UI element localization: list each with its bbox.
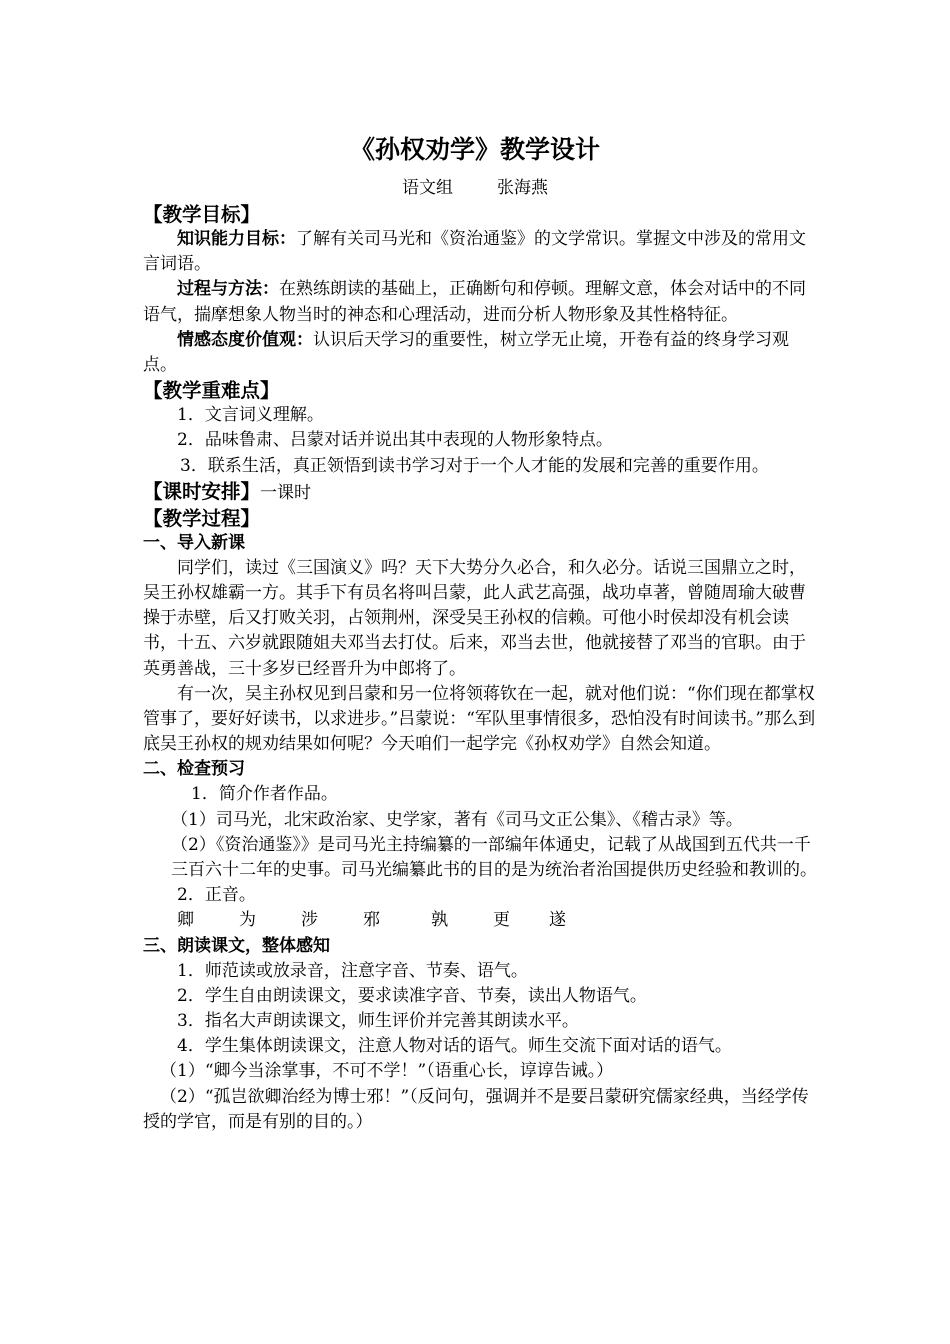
preview-item: 1．简介作者作品。 bbox=[191, 784, 338, 805]
objective-process bbox=[143, 277, 818, 327]
pronunciation-char: 遂 bbox=[549, 910, 566, 931]
pronunciation-chars bbox=[143, 908, 818, 933]
dialogue-item: （1）“卿今当涂掌事，不可不学！”（语重心长，谆谆告诫。） bbox=[160, 1061, 614, 1082]
schedule-line bbox=[143, 479, 818, 506]
schedule-heading: 【课时安排】 bbox=[143, 479, 261, 503]
pronunciation-char: 更 bbox=[493, 910, 510, 931]
intro-paragraph: 有一次，吴主孙权见到吕蒙和另一位将领蒋钦在一起，就对他们说：“你们现在都掌权管事了，要好好读书，以求进步。”吕蒙说：“军队里事情很多，恐怕没有时间读书。”那么到底吴王孙权的规劝结果如何呢？今天咱们一起学完《孙权劝学》自然会知道。 bbox=[143, 683, 816, 755]
keypoint-item: 3．联系生活，真正领悟到读书学习对于一个人才能的发展和完善的重要作用。 bbox=[180, 455, 769, 476]
preview-subitem: （1）司马光，北宋政治家、史学家，著有《司马文正公集》、《稽古录》等。 bbox=[171, 809, 743, 830]
preview-item: 2．正音。 bbox=[177, 885, 256, 906]
objectives-heading: 【教学目标】 bbox=[143, 203, 261, 226]
pronunciation-char: 涉 bbox=[301, 910, 318, 931]
reading-item: 3．指名大声朗读课文，师生评价并完善其朗读水平。 bbox=[177, 1011, 579, 1032]
author-line bbox=[0, 176, 950, 200]
objective-knowledge-label: 知识能力目标： bbox=[177, 229, 296, 249]
pronunciation-char: 卿 bbox=[177, 910, 194, 931]
dialogue-item: （2）“孤岂欲卿治经为博士邪！”（反问句，强调并不是要吕蒙研究儒家经典，当经学传授的学官，而是有别的目的。） bbox=[143, 1086, 809, 1132]
keypoints-heading: 【教学重难点】 bbox=[143, 379, 280, 403]
part2-heading: 二、检查预习 bbox=[143, 759, 245, 780]
part1-heading: 一、导入新课 bbox=[143, 532, 245, 553]
keypoint-item: 1．文言词义理解。 bbox=[177, 405, 324, 426]
author-name: 张海燕 bbox=[497, 178, 548, 198]
process-heading: 【教学过程】 bbox=[143, 506, 261, 530]
preview-subitem: （2）《资治通鉴》》是司马光主持编纂的一部编年体通史，记载了从战国到五代共一千三百六十二年的史事。司马光编纂此书的目的是为统治者治国提供历史经验和教训的。 bbox=[171, 834, 817, 881]
objective-emotion-label: 情感态度价值观： bbox=[177, 329, 313, 350]
objective-process-label: 过程与方法： bbox=[177, 279, 279, 300]
reading-item: 4．学生集体朗读课文，注意人物对话的语气。师生交流下面对话的语气。 bbox=[177, 1036, 732, 1057]
reading-item: 2．学生自由朗读课文，要求读准字音、节奏，读出人物语气。 bbox=[177, 985, 647, 1006]
pronunciation-char: 孰 bbox=[431, 910, 448, 931]
intro-paragraph: 同学们，读过《三国演义》吗？天下大势分久必合，和久必分。话说三国鼎立之时，吴王孙权雄霸一方。其手下有员名将叫吕蒙，此人武艺高强，战功卓著，曾随周瑜大破曹操于赤壁，后又打败关羽，占领荆州，深受吴王孙权的信赖。可他小时侯却没有机会读书，十五、六岁就跟随姐夫邓当去打仗。后来，邓当去世，他就接替了邓当的官职。由于英勇善战，三十多岁已经晋升为中郎将了。 bbox=[143, 557, 806, 679]
objective-process-text: 在熟练朗读的基础上，正确断句和停顿。理解文意，体会对话中的不同语气，揣摩想象人物当时的神态和心理活动，进而分析人物形象及其性格特征。 bbox=[143, 279, 806, 325]
objective-knowledge bbox=[143, 227, 818, 277]
keypoint-item: 2．品味鲁肃、吕蒙对话并说出其中表现的人物形象特点。 bbox=[177, 430, 613, 451]
document-body bbox=[143, 202, 818, 1135]
reading-item: 1．师范读或放录音，注意字音、节奏、语气。 bbox=[177, 960, 528, 981]
part3-heading: 三、朗读课文，整体感知 bbox=[143, 935, 330, 956]
author-group: 语文组 bbox=[402, 178, 453, 198]
schedule-value: 一课时 bbox=[260, 482, 312, 503]
document-title: 《孙权劝学》教学设计 bbox=[349, 135, 600, 164]
pronunciation-char: 邪 bbox=[363, 910, 380, 931]
pronunciation-char: 为 bbox=[239, 910, 256, 931]
objective-emotion bbox=[143, 328, 818, 378]
objective-knowledge-text: 了解有关司马光和《资治通鉴》的文学常识。掌握文中涉及的常用文言词语。 bbox=[143, 229, 806, 275]
objective-emotion-text: 认识后天学习的重要性，树立学无止境，开卷有益的终身学习观点。 bbox=[143, 329, 789, 376]
